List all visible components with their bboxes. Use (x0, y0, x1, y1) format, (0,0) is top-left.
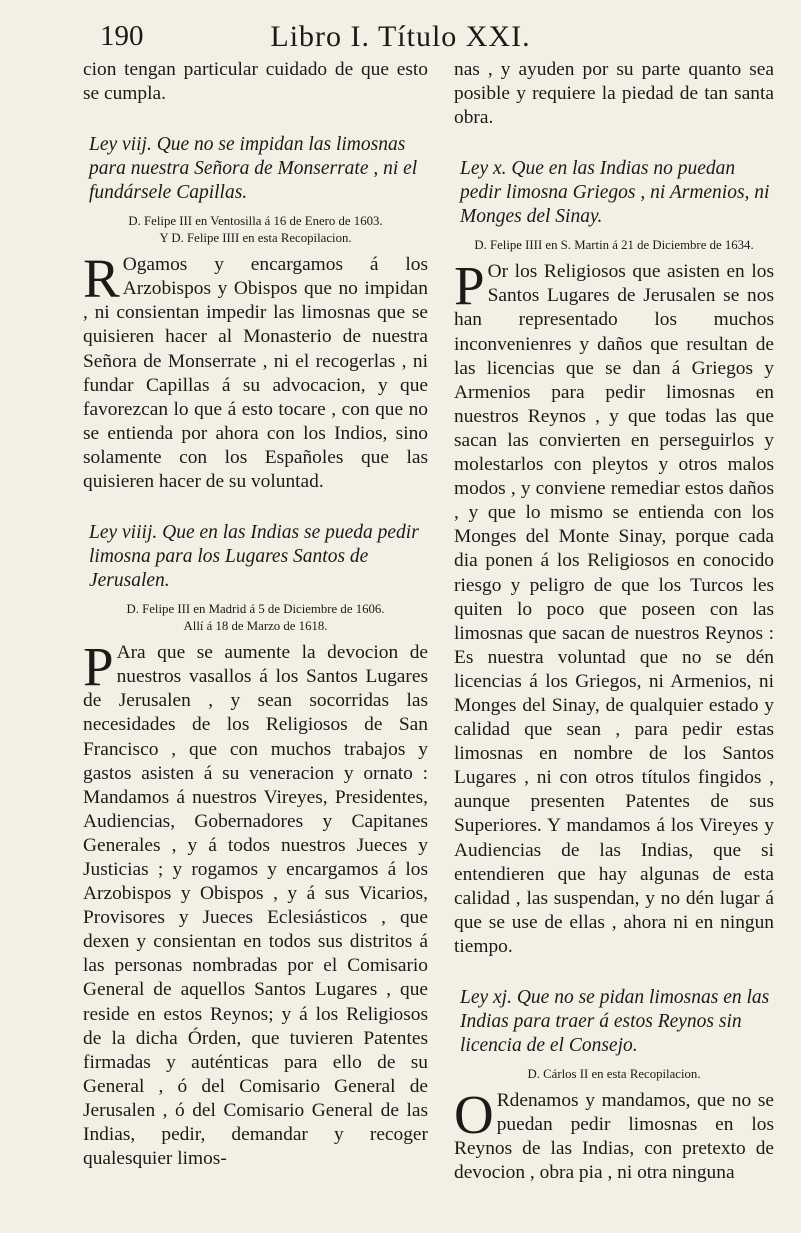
ley-10-title: Ley x. Que en las Indias no puedan pedir limosna Griegos , ni Armenios, ni Monges del Sinay. (460, 158, 770, 228)
ley-11-body (454, 1084, 774, 1185)
ley-8-source-line2: Y D. Felipe IIII en esta Recopilacion. (159, 231, 352, 246)
ley-11-source: D. Cárlos II en esta Recopilacion. (527, 1067, 701, 1081)
page-number: 190 (100, 20, 144, 52)
ley-8-source (83, 213, 428, 247)
ley-11-title: Ley xj. Que no se pidan limosnas en las Indias para traer á estos Reynos sin licencia de el Consejo. (460, 987, 770, 1056)
ley-11-body-text: Rdenamos y mandamos, que no se puedan pedir limosnas en los Reynos de las Indias, con pretexto de devocion , obra pia , ni otra ninguna (454, 1090, 774, 1184)
ley-8-dropcap: R (83, 248, 120, 310)
ley-9-source-line1: D. Felipe III en Madrid á 5 de Diciembre de 1606. (126, 602, 385, 617)
ley-8-body (83, 248, 428, 494)
running-title: Libro I. Título XXI. (270, 20, 531, 53)
ley-10-source: D. Felipe IIII en S. Martin á 21 de Diciembre de 1634. (474, 238, 754, 253)
ley-8-body-text: Ogamos y encargamos á los Arzobispos y Obispos que no impidan , ni consientan impedir las limosnas que se quisieren hacer al Monasterio de nuestra Señora de Monserrate , ni el recogerlas , ni fundar Capillas á su advocacion, y que favorezcan lo que á esto tocare , con que no se entienda por ahora con los Indios, sino solamente con los Españoles que las quisieren hacer de su voluntad. (83, 254, 428, 493)
ley-9-dropcap: P (83, 636, 114, 698)
right-column (454, 58, 774, 1185)
ley-9-source (83, 601, 428, 635)
ley-8-source-line1: D. Felipe III en Ventosilla á 16 de Enero de 1603. (128, 214, 383, 229)
ley-9-body-text: Ara que se aumente la devocion de nuestros vasallos á los Santos Lugares de Jerusalen , y sean socorridas las necesidades de los Religiosos de San Francisco , que con muchos trabajos y gastos asisten á su veneracion y ornato : Mandamos á nuestros Vireyes, Presidentes, Audiencias, Gobernadores y Capitanes Generales , y á todos nuestros Jueces y Justicias ; y rogamos y encargamos á los Arzobispos y Obispos , y á sus Vicarios, Provisores y Jueces Eclesiásticos , que dexen y consientan en todos sus distritos á las personas nombradas por el Comisario General de aquellos Santos Lugares , que reside en estos Reynos; y á los Religiosos de la dicha Órden, que tuvieren Patentes firmadas y auténticas para ello de su General , ó del Comisario General de Jerusalen , ó del Comisario General de las Indias, pedir, demandar y recoger qualesquier limos- (83, 642, 428, 1170)
intro-text: cion tengan particular cuidado de que esto se cumpla. (83, 59, 428, 105)
ley-8-title: Ley viij. Que no se impidan las limosnas para nuestra Señora de Monserrate , ni el fundársele Capillas. (89, 134, 418, 204)
ley-9-body (83, 636, 428, 1171)
ley-10-dropcap: P (454, 255, 485, 317)
ley-9-title: Ley viiij. Que en las Indias se pueda pedir limosna para los Lugares Santos de Jerusalen. (89, 522, 419, 592)
ley-11-dropcap: O (454, 1084, 494, 1145)
continuation-text: nas , y ayuden por su parte quanto sea posible y requiere la piedad de tan santa obra. (454, 59, 774, 129)
ley-10-body (454, 255, 774, 959)
ley-10-body-text: Or los Religiosos que asisten en los Santos Lugares de Jerusalen se nos han representado los muchos inconvenienres y daños que resultan de las licencias que se dan á Griegos y Armenios para pedir limosnas en nuestros Reynos , y que todas las que sacan las convierten en perseguirlos y molestarlos con pleytos y otros malos modos , y conviene remediar estos daños , y que lo mismo se entienda con los Monges del Monte Sinay, porque cada dia ponen á los Religiosos en conocido riesgo y peligro de que los Turcos les quiten lo poco que poseen con las limosnas que sacan de nuestros Reynos : Es nuestra voluntad que no se dén licencias á los Griegos, ni Armenios, ni Monges del Sinay, de qualquier estado y calidad que sean , para pedir estas limosnas en nombre de los Santos Lugares , ni con otros títulos fingidos , aunque presenten Patentes de sus Superiores. Y mandamos á los Vireyes y Audiencias de las Indias, que si entendieren que hay algunas de esta calidad , las suspendan, y no dén lugar á que se use de ellas , ahora ni en ningun tiempo. (454, 261, 774, 957)
ley-9-source-line2: Allí á 18 de Marzo de 1618. (183, 619, 328, 634)
left-column (83, 58, 428, 1171)
